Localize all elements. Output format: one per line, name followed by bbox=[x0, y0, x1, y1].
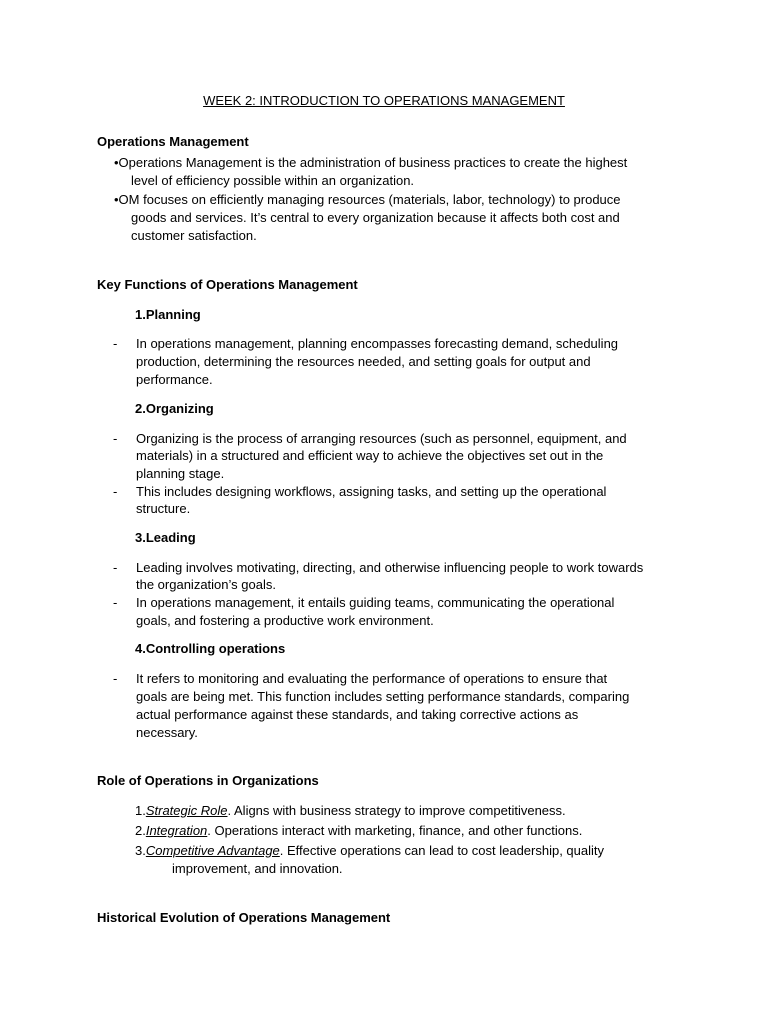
text-line: This includes designing workflows, assigning tasks, and setting up the operational bbox=[136, 484, 607, 499]
text-line: In operations management, planning encompasses forecasting demand, scheduling bbox=[136, 336, 619, 351]
list-item bbox=[135, 822, 655, 840]
list-term: Strategic Role bbox=[145, 803, 228, 818]
subheading-organizing: 2.Organizing bbox=[135, 401, 214, 416]
text-line: necessary. bbox=[136, 725, 198, 740]
list-number: 1. bbox=[135, 803, 146, 818]
text-line: In operations management, it entails guiding teams, communicating the operational bbox=[136, 595, 615, 610]
subheading-leading: 3.Leading bbox=[135, 530, 196, 545]
text-line: Leading involves motivating, directing, and otherwise influencing people to work towards bbox=[136, 560, 644, 575]
list-item bbox=[135, 802, 655, 820]
section-heading-role-of-operations: Role of Operations in Organizations bbox=[97, 773, 319, 788]
list-term: Competitive Advantage bbox=[145, 843, 280, 858]
dash-marker: - bbox=[113, 431, 118, 446]
bullet-line: •Operations Management is the administration of business practices to create the highest bbox=[114, 155, 628, 170]
text-line: actual performance against these standards, and taking corrective actions as bbox=[136, 707, 579, 722]
dash-marker: - bbox=[113, 560, 118, 575]
bullet-line: level of efficiency possible within an organization. bbox=[131, 173, 415, 188]
dash-marker: - bbox=[113, 484, 118, 499]
text-line: It refers to monitoring and evaluating the performance of operations to ensure that bbox=[136, 671, 608, 686]
text-line: planning stage. bbox=[136, 466, 225, 481]
dash-marker: - bbox=[113, 671, 118, 686]
bullet-line: customer satisfaction. bbox=[131, 228, 257, 243]
subheading-controlling-operations: 4.Controlling operations bbox=[135, 641, 286, 656]
text-line: structure. bbox=[136, 501, 191, 516]
list-text: . Aligns with business strategy to improve competitiveness. bbox=[227, 803, 566, 818]
subheading-planning: 1.Planning bbox=[135, 307, 201, 322]
list-number: 2. bbox=[135, 823, 146, 838]
list-item bbox=[135, 842, 655, 860]
list-item-continuation: improvement, and innovation. bbox=[172, 861, 343, 876]
list-term: Integration bbox=[145, 823, 208, 838]
dash-marker: - bbox=[113, 336, 118, 351]
text-line: Organizing is the process of arranging resources (such as personnel, equipment, and bbox=[136, 431, 627, 446]
text-line: performance. bbox=[136, 372, 213, 387]
text-line: goals, and fostering a productive work environment. bbox=[136, 613, 434, 628]
section-heading-key-functions: Key Functions of Operations Management bbox=[97, 277, 358, 292]
text-line: production, determining the resources needed, and setting goals for output and bbox=[136, 354, 591, 369]
list-number: 3. bbox=[135, 843, 146, 858]
text-line: goals are being met. This function includes setting performance standards, comparing bbox=[136, 689, 630, 704]
list-text: . Operations interact with marketing, finance, and other functions. bbox=[207, 823, 583, 838]
section-heading-historical-evolution: Historical Evolution of Operations Management bbox=[97, 910, 391, 925]
list-text: . Effective operations can lead to cost leadership, quality bbox=[279, 843, 605, 858]
text-line: materials) in a structured and efficient way to achieve the objectives set out in the bbox=[136, 448, 604, 463]
section-heading-operations-management: Operations Management bbox=[97, 134, 249, 149]
page-title: WEEK 2: INTRODUCTION TO OPERATIONS MANAGEMENT bbox=[203, 93, 565, 108]
dash-marker: - bbox=[113, 595, 118, 610]
bullet-line: •OM focuses on efficiently managing resources (materials, labor, technology) to produce bbox=[114, 192, 621, 207]
bullet-line: goods and services. It’s central to every organization because it affects both cost and bbox=[131, 210, 620, 225]
text-line: the organization’s goals. bbox=[136, 577, 276, 592]
